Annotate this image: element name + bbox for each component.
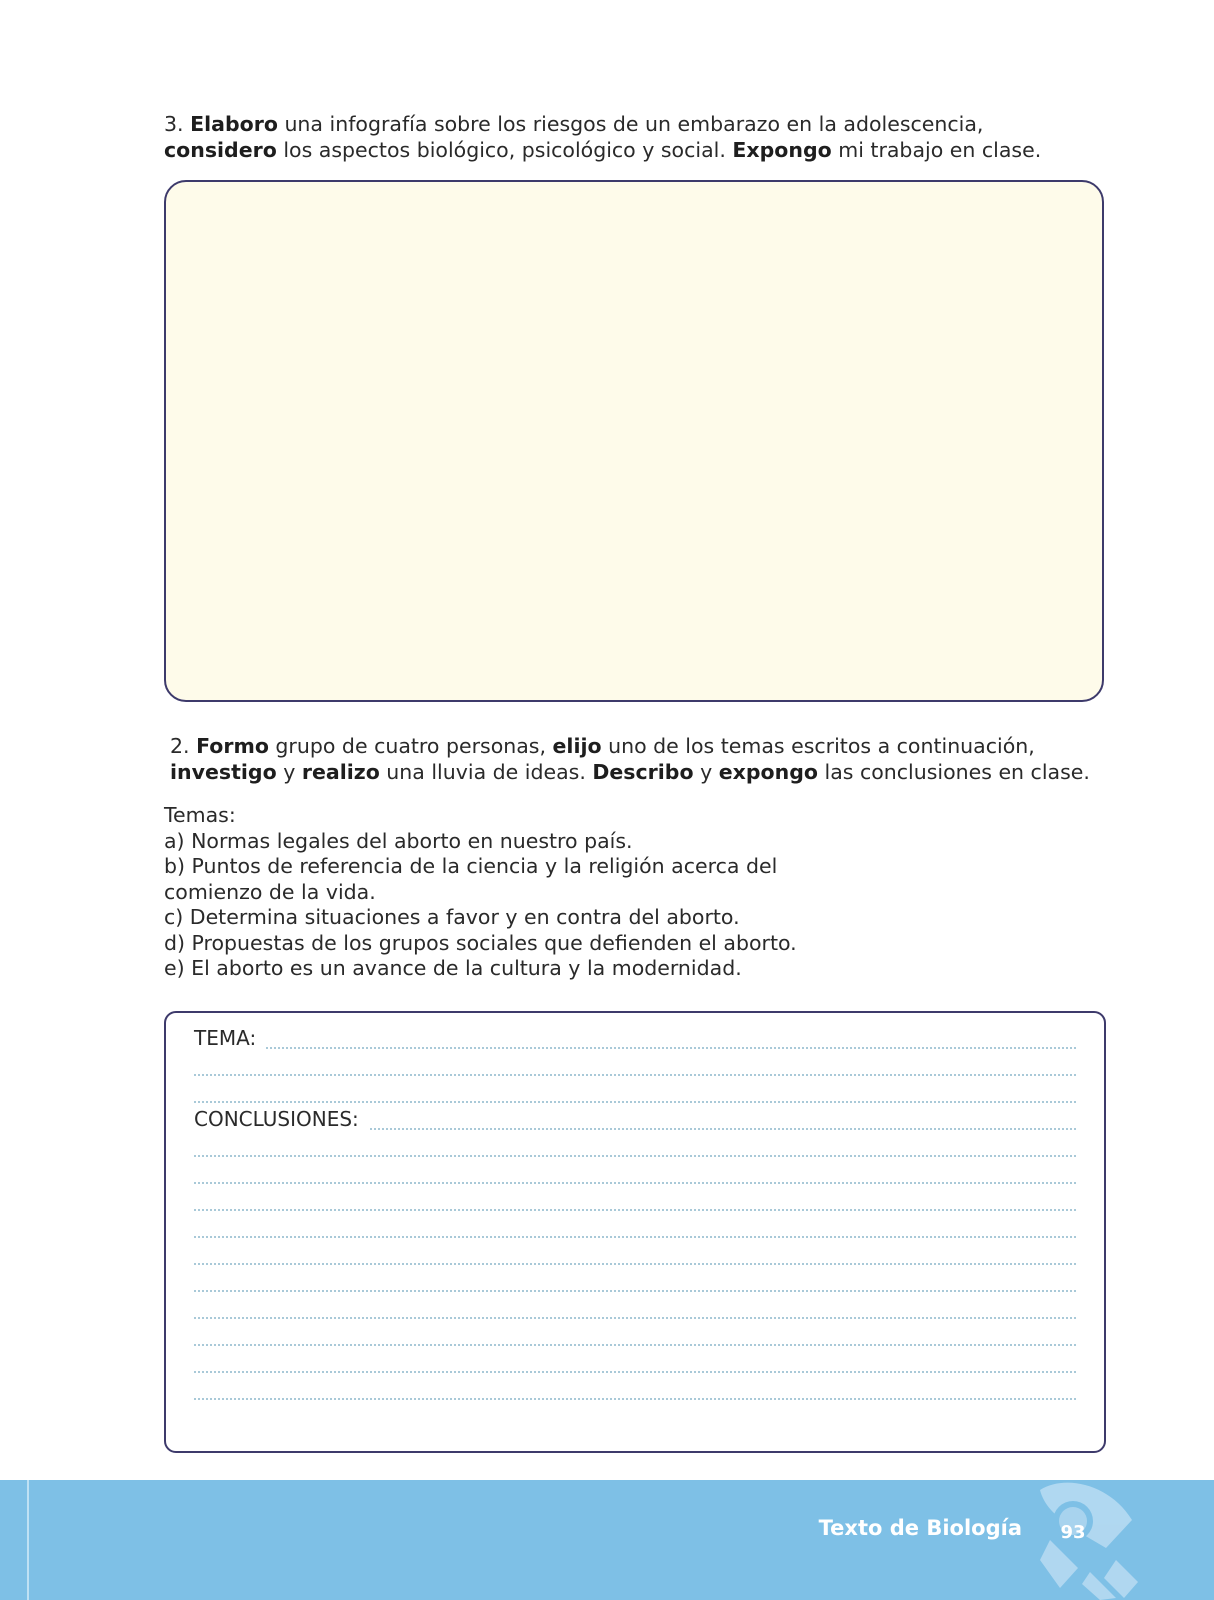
- instruction-verb: Expongo: [732, 138, 832, 162]
- footer-divider: [27, 1480, 29, 1600]
- rocket-icon: [1020, 1480, 1214, 1600]
- instruction-text: grupo de cuatro personas,: [268, 734, 553, 758]
- instruction-verb: Elaboro: [190, 112, 278, 136]
- instruction-text: uno de los temas escritos a continuación,: [601, 734, 1035, 758]
- writing-line[interactable]: [194, 1272, 1076, 1292]
- writing-line[interactable]: [194, 1191, 1076, 1211]
- dotted-line: [194, 1047, 1076, 1049]
- dotted-line: [194, 1317, 1076, 1319]
- dotted-line: [194, 1101, 1076, 1103]
- topic-item: b) Puntos de referencia de la ciencia y la religión acerca del comienzo de la vida.: [164, 854, 778, 904]
- page-number: 93: [1060, 1522, 1086, 1543]
- writing-line[interactable]: [194, 1056, 1076, 1076]
- dotted-line: [194, 1074, 1076, 1076]
- topic-item: d) Propuestas de los grupos sociales que defienden el aborto.: [164, 930, 797, 955]
- instruction-verb: Formo: [196, 734, 269, 758]
- instruction-text: y: [693, 760, 719, 784]
- conclusiones-line[interactable]: [194, 1107, 1076, 1131]
- writing-line[interactable]: [194, 1137, 1076, 1157]
- conclusiones-label: CONCLUSIONES:: [194, 1108, 369, 1130]
- dotted-line: [194, 1155, 1076, 1157]
- activity-3-instructions: [164, 111, 1084, 163]
- activity-number: 2.: [170, 734, 190, 758]
- writing-line[interactable]: [194, 1164, 1076, 1184]
- instruction-text: una infografía sobre los riesgos de un embarazo en la adolescencia,: [277, 112, 984, 136]
- tema-line[interactable]: [194, 1026, 1076, 1050]
- topics-list: [164, 803, 864, 982]
- footer-band: [0, 1480, 1214, 1600]
- activity-number: 3.: [164, 112, 184, 136]
- tema-label: TEMA:: [194, 1027, 266, 1049]
- infographic-drawing-area[interactable]: [164, 180, 1104, 702]
- instruction-text: las conclusiones en clase.: [817, 760, 1090, 784]
- instruction-text: y: [276, 760, 302, 784]
- instruction-verb: investigo: [170, 760, 277, 784]
- topic-item: c) Determina situaciones a favor y en contra del aborto.: [164, 905, 740, 929]
- topic-item: e) El aborto es un avance de la cultura y la modernidad.: [164, 956, 742, 980]
- book-title: Texto de Biología: [818, 1516, 1022, 1540]
- writing-line[interactable]: [194, 1245, 1076, 1265]
- instruction-text: una lluvia de ideas.: [379, 760, 593, 784]
- writing-line[interactable]: [194, 1326, 1076, 1346]
- dotted-line: [194, 1290, 1076, 1292]
- dotted-line: [194, 1398, 1076, 1400]
- activity-2-instructions: [170, 733, 1100, 785]
- writing-line[interactable]: [194, 1218, 1076, 1238]
- dotted-line: [194, 1344, 1076, 1346]
- writing-line[interactable]: [194, 1353, 1076, 1373]
- writing-line[interactable]: [194, 1083, 1076, 1103]
- answer-box: [164, 1011, 1106, 1453]
- instruction-text: los aspectos biológico, psicológico y social.: [276, 138, 733, 162]
- instruction-text: mi trabajo en clase.: [831, 138, 1042, 162]
- instruction-verb: elijo: [552, 734, 602, 758]
- writing-line[interactable]: [194, 1299, 1076, 1319]
- instruction-verb: realizo: [301, 760, 380, 784]
- topic-item: a) Normas legales del aborto en nuestro país.: [164, 828, 633, 853]
- writing-line[interactable]: [194, 1380, 1076, 1400]
- topics-heading: Temas:: [164, 803, 236, 827]
- dotted-line: [194, 1371, 1076, 1373]
- dotted-line: [194, 1209, 1076, 1211]
- dotted-line: [194, 1182, 1076, 1184]
- instruction-verb: considero: [164, 138, 277, 162]
- instruction-verb: expongo: [718, 760, 818, 784]
- dotted-line: [194, 1236, 1076, 1238]
- instruction-verb: Describo: [592, 760, 694, 784]
- dotted-line: [194, 1263, 1076, 1265]
